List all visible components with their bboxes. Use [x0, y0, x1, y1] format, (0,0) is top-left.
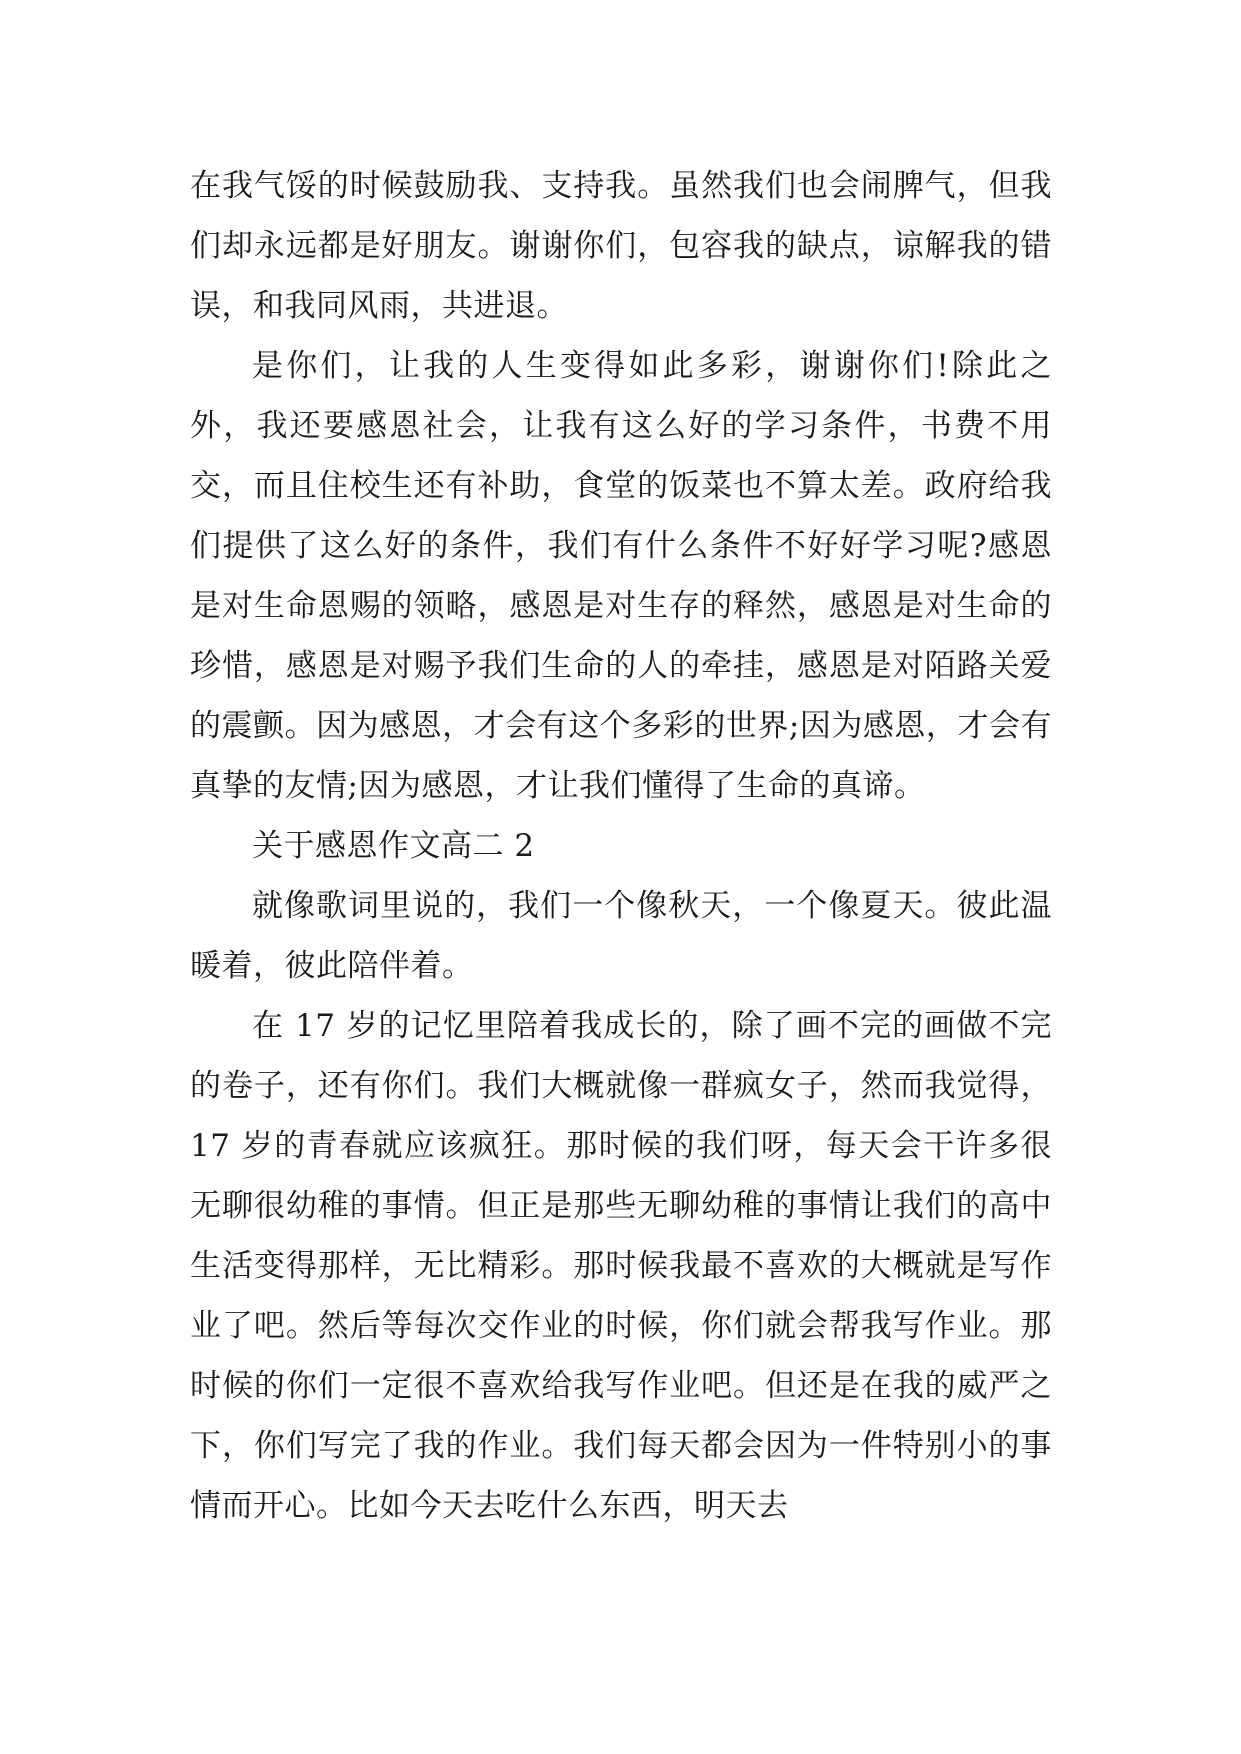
paragraph-4: 在 17 岁的记忆里陪着我成长的，除了画不完的画做不完的卷子，还有你们。我们大概就像一群疯女子，然而我觉得，17 岁的青春就应该疯狂。那时候的我们呀，每天会干许多很无聊很幼稚的事情。但正是那些无聊幼稚的事情让我们的高中生活变得那样，无比精彩。那时候我最不喜欢的大概就是写作业了吧。然后等每次交作业的时候，你们就会帮我写作业。那时候的你们一定很不喜欢给我写作业吧。但还是在我的威严之下，你们写完了我的作业。我们每天都会因为一件特别小的事情而开心。比如今天去吃什么东西，明天去	[190, 1008, 1052, 1524]
paragraph-2: 是你们，让我的人生变得如此多彩，谢谢你们!除此之外，我还要感恩社会，让我有这么好的学习条件，书费不用交，而且住校生还有补助，食堂的饭菜也不算太差。政府给我们提供了这么好的条件，我们有什么条件不好好学习呢?感恩是对生命恩赐的领略，感恩是对生存的释然，感恩是对生命的珍惜，感恩是对赐予我们生命的人的牵挂，感恩是对陌路关爱的震颤。因为感恩，才会有这个多彩的世界;因为感恩，才会有真挚的友情;因为感恩，才让我们懂得了生命的真谛。	[190, 348, 1052, 804]
paragraph-3: 就像歌词里说的，我们一个像秋天，一个像夏天。彼此温暖着，彼此陪伴着。	[190, 888, 1052, 984]
paragraph-1: 在我气馁的时候鼓励我、支持我。虽然我们也会闹脾气，但我们却永远都是好朋友。谢谢你们，包容我的缺点，谅解我的错误，和我同风雨，共进退。	[190, 168, 1052, 324]
section-title: 关于感恩作文高二 2	[252, 828, 535, 864]
body-text	[190, 156, 1052, 1536]
